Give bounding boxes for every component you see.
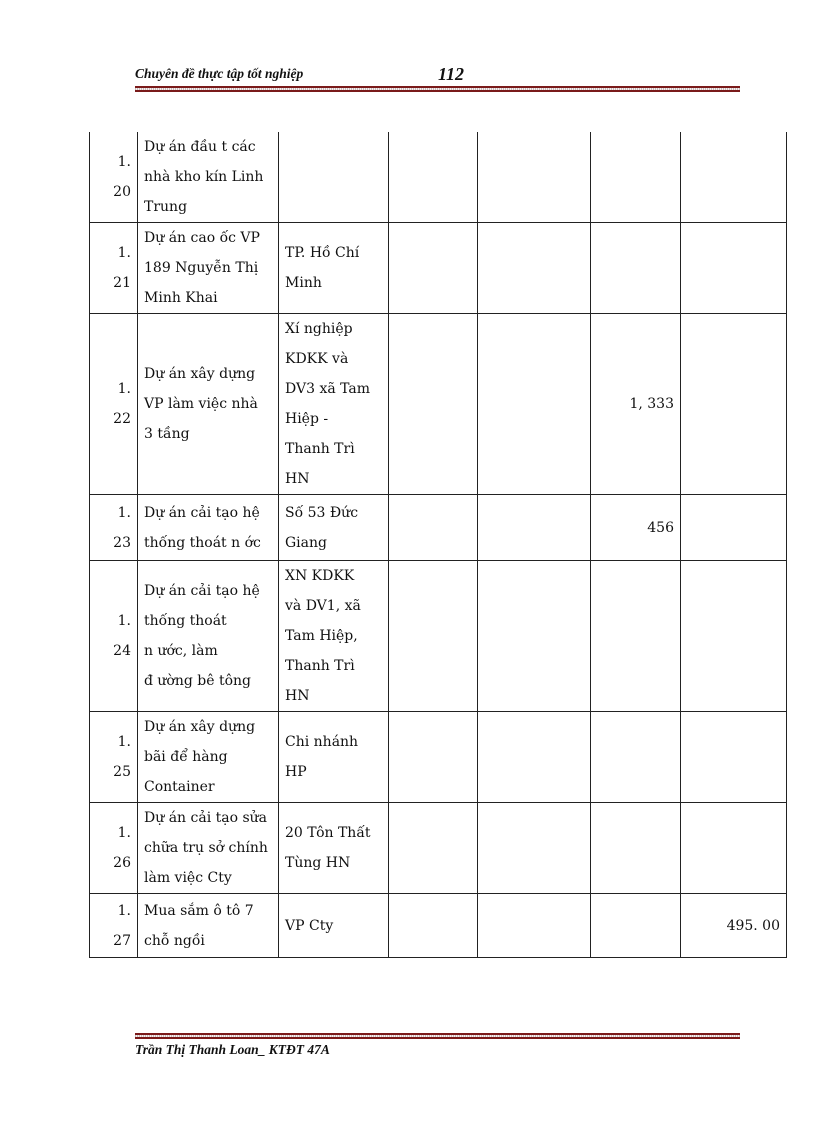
cell-value: 456: [647, 519, 674, 536]
cell-line: Tùng HN: [285, 855, 351, 871]
cell-line: Hiệp -: [285, 411, 329, 427]
cell-line: XN KDKK: [285, 568, 355, 584]
cell-line: 20 Tôn Thất: [285, 825, 371, 841]
value-cell-c3: [591, 712, 681, 803]
project-name-cell: [138, 894, 279, 958]
cell-line: 25: [113, 764, 131, 780]
row-number-cell: [90, 132, 138, 223]
cell-line: Thanh Trì: [285, 658, 355, 674]
value-cell-c4: [681, 495, 787, 561]
value-cell-c3: [591, 894, 681, 958]
table-row: [90, 314, 787, 495]
location-cell: [279, 132, 389, 223]
cell-line: bãi để hàng: [144, 749, 228, 765]
value-cell-c4: [681, 803, 787, 894]
value-cell-c1: [389, 712, 478, 803]
row-number-cell: [90, 314, 138, 495]
cell-line: Thanh Trì: [285, 441, 355, 457]
value-cell-c2: [478, 314, 591, 495]
cell-line: 1.: [117, 825, 131, 841]
project-name-cell: [138, 223, 279, 314]
cell-line: Minh: [285, 275, 322, 291]
value-cell-c3: [591, 803, 681, 894]
project-name-cell: [138, 132, 279, 223]
cell-line: chỗ ngồi: [144, 932, 205, 949]
cell-line: thống thoát: [144, 613, 227, 629]
location-cell: [279, 712, 389, 803]
cell-line: 1.: [117, 154, 131, 170]
value-cell-c1: [389, 314, 478, 495]
cell-line: nhà kho kín Linh: [144, 169, 264, 185]
cell-value: 495. 00: [726, 917, 780, 934]
cell-line: HN: [285, 688, 310, 704]
cell-line: 26: [113, 855, 131, 871]
cell-line: Dự án xây dựng: [144, 366, 256, 382]
cell-line: DV3 xã Tam: [285, 381, 371, 397]
value-cell-c1: [389, 132, 478, 223]
project-name-cell: [138, 495, 279, 561]
cell-line: Trung: [144, 199, 188, 215]
cell-line: Xí nghiệp: [285, 321, 353, 337]
cell-line: 1.: [117, 613, 131, 629]
cell-line: 27: [113, 932, 131, 949]
value-cell-c4: [681, 223, 787, 314]
cell-line: 1.: [117, 245, 131, 261]
cell-line: KDKK và: [285, 351, 349, 367]
value-cell-c2: [478, 894, 591, 958]
location-cell: [279, 223, 389, 314]
value-cell-c4: [681, 561, 787, 712]
row-number-cell: [90, 894, 138, 958]
location-cell: [279, 561, 389, 712]
value-cell-c3: [591, 561, 681, 712]
cell-line: Minh Khai: [144, 290, 218, 306]
table-row: [90, 495, 787, 561]
cell-line: thống thoát n ớc: [144, 534, 261, 551]
location-cell: [279, 803, 389, 894]
row-number-cell: [90, 561, 138, 712]
cell-line: Dự án xây dựng: [144, 719, 256, 735]
cell-line: VP làm việc nhà: [144, 396, 258, 412]
table-row: [90, 894, 787, 958]
value-cell-c4: [681, 712, 787, 803]
cell-line: Dự án cải tạo hệ: [144, 583, 260, 599]
cell-line: và DV1, xã: [285, 598, 361, 614]
cell-line: TP. Hồ Chí: [285, 245, 360, 261]
page-header: [135, 64, 740, 86]
cell-line: 24: [113, 643, 131, 659]
cell-line: Chi nhánh: [285, 734, 359, 750]
location-cell: [279, 314, 389, 495]
cell-line: Container: [144, 779, 215, 795]
cell-line: HN: [285, 471, 310, 487]
row-number-cell: [90, 495, 138, 561]
location-cell: [279, 495, 389, 561]
value-cell-c4: [681, 894, 787, 958]
cell-line: Dự án cao ốc VP: [144, 230, 260, 246]
cell-line: Dự án cải tạo hệ: [144, 504, 260, 521]
value-cell-c3: [591, 495, 681, 561]
cell-line: 189 Nguyễn Thị: [144, 260, 259, 276]
value-cell-c1: [389, 894, 478, 958]
cell-line: làm việc Cty: [144, 870, 232, 886]
location-cell: [279, 894, 389, 958]
cell-line: HP: [285, 764, 307, 780]
value-cell-c2: [478, 132, 591, 223]
cell-line: 1.: [117, 381, 131, 397]
cell-line: VP Cty: [285, 917, 334, 934]
cell-line: chữa trụ sở chính: [144, 840, 268, 856]
value-cell-c1: [389, 223, 478, 314]
value-cell-c1: [389, 561, 478, 712]
cell-line: 1.: [117, 504, 131, 521]
value-cell-c2: [478, 561, 591, 712]
cell-line: đ ường bê tông: [144, 673, 252, 689]
table-row: [90, 223, 787, 314]
value-cell-c3: [591, 223, 681, 314]
project-name-cell: [138, 803, 279, 894]
cell-line: 1.: [117, 902, 131, 919]
value-cell-c4: [681, 132, 787, 223]
value-cell-c3: [591, 314, 681, 495]
row-number-cell: [90, 712, 138, 803]
row-number-cell: [90, 223, 138, 314]
value-cell-c1: [389, 803, 478, 894]
table-row: [90, 561, 787, 712]
footer-author: Trần Thị Thanh Loan_ KTĐT 47A: [135, 1042, 330, 1057]
cell-line: 3 tầng: [144, 426, 190, 442]
table-row: [90, 803, 787, 894]
table-row: [90, 132, 787, 223]
cell-line: Giang: [285, 534, 327, 551]
table-row: [90, 712, 787, 803]
cell-line: Tam Hiệp,: [285, 628, 358, 644]
cell-line: n ước, làm: [144, 643, 218, 659]
cell-line: Số 53 Đức: [285, 504, 359, 521]
value-cell-c2: [478, 803, 591, 894]
cell-line: 1.: [117, 734, 131, 750]
value-cell-c3: [591, 132, 681, 223]
project-table: [89, 132, 787, 958]
footer-rule: [135, 1033, 740, 1039]
page-number: 112: [438, 64, 465, 84]
value-cell-c4: [681, 314, 787, 495]
cell-line: 21: [113, 275, 131, 291]
value-cell-c1: [389, 495, 478, 561]
cell-line: Dự án cải tạo sửa: [144, 810, 268, 826]
row-number-cell: [90, 803, 138, 894]
header-rule: [135, 86, 740, 92]
header-title: Chuyên đề thực tập tốt nghiệp: [135, 66, 304, 81]
value-cell-c2: [478, 223, 591, 314]
cell-line: 20: [113, 184, 131, 200]
cell-line: Dự án đầu t các: [144, 139, 256, 155]
project-name-cell: [138, 712, 279, 803]
value-cell-c2: [478, 712, 591, 803]
project-name-cell: [138, 561, 279, 712]
cell-line: Mua sắm ô tô 7: [144, 902, 254, 919]
project-name-cell: [138, 314, 279, 495]
value-cell-c2: [478, 495, 591, 561]
cell-line: 23: [113, 534, 131, 551]
cell-value: 1, 333: [629, 396, 674, 412]
cell-line: 22: [113, 411, 131, 427]
